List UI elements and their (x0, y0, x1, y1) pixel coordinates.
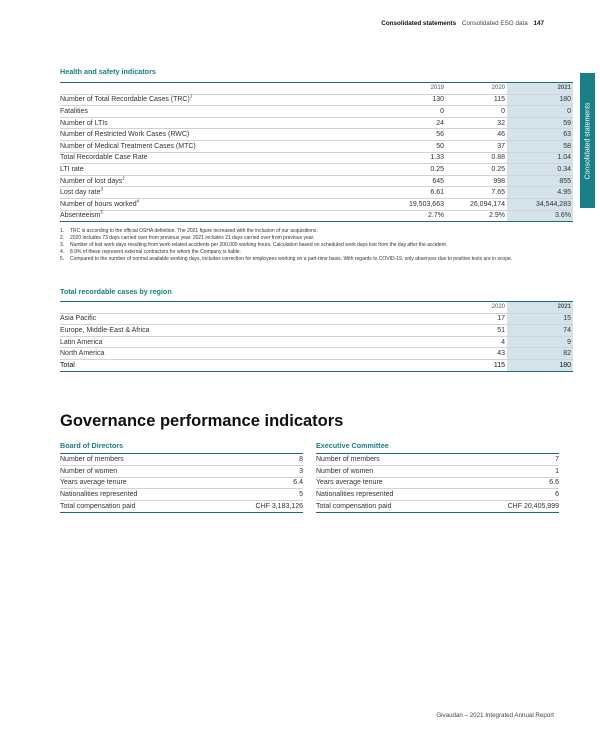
row-label: Number of Medical Treatment Cases (MTC) (60, 142, 196, 150)
cell-value: 0.25 (491, 165, 505, 173)
page-header (381, 20, 544, 27)
footnote-ref: 5 (100, 210, 103, 215)
cell-value: 115 (493, 361, 505, 369)
table-row (60, 187, 573, 199)
cell-value: 1.33 (430, 154, 444, 162)
page-number: 147 (533, 20, 544, 27)
cell-value: 6.6 (549, 479, 559, 487)
table-row (316, 489, 559, 501)
total-row (60, 359, 573, 371)
table-row (60, 313, 573, 325)
table-row (60, 94, 573, 106)
table-row (316, 477, 559, 489)
row-label: Years average tenure (60, 479, 127, 487)
row-label: Absenteeism (60, 212, 101, 220)
row-label: Latin America (60, 338, 103, 346)
footnote (60, 242, 560, 249)
table-row (60, 454, 303, 466)
column-header: 2021 (507, 83, 573, 95)
cell-value: 3.6% (507, 210, 573, 222)
cell-value: 4 (501, 338, 505, 346)
cell-value: 59 (507, 117, 573, 129)
table-row (60, 501, 303, 513)
table-row (60, 198, 573, 210)
cell-value: 4.95 (507, 187, 573, 199)
row-label: Total compensation paid (316, 503, 392, 511)
footnote-ref: 1 (189, 94, 193, 100)
region-title: Total recordable cases by region (60, 287, 172, 296)
cell-value: 855 (507, 175, 573, 187)
row-label: Number of Total Recordable Cases (TRC) (60, 96, 190, 104)
page-footer: Givaudan – 2021 Integrated Annual Report (436, 712, 554, 719)
table-row (316, 501, 559, 513)
health-safety-title: Health and safety indicators (60, 67, 156, 76)
row-label: Number of lost days (60, 177, 123, 185)
table-row (60, 175, 573, 187)
footnote-ref: 4 (136, 198, 140, 204)
cell-value: 63 (507, 129, 573, 141)
side-tab-consolidated-statements[interactable] (580, 73, 595, 208)
row-label: Number of Restricted Work Cases (RWC) (60, 131, 190, 139)
row-label: Number of women (316, 467, 374, 475)
table-row (60, 489, 303, 501)
cell-value: 115 (493, 96, 505, 104)
cell-value: 43 (497, 350, 505, 358)
row-label: Nationalities represented (316, 491, 394, 499)
cell-value: 51 (497, 326, 505, 334)
cell-value: 6.4 (293, 479, 303, 487)
cell-value: 1.04 (507, 152, 573, 164)
cell-value: 9 (507, 336, 573, 348)
table-row (60, 210, 573, 222)
cell-value: 8 (299, 455, 303, 463)
cell-value: 0 (440, 107, 444, 115)
footnotes (60, 228, 560, 263)
cell-value: 7 (555, 455, 559, 463)
footnote-number: 5. (60, 256, 65, 262)
footnote (60, 235, 560, 242)
table-row (60, 152, 573, 164)
row-label: LTI rate (60, 165, 84, 173)
row-label: North America (60, 350, 105, 358)
executive-table (316, 453, 559, 513)
cell-value: 50 (436, 142, 444, 150)
cell-value: 56 (436, 131, 444, 139)
side-tab-label: Consolidated statements (584, 101, 591, 180)
column-header: 2019 (430, 85, 444, 92)
column-header: 2020 (491, 304, 505, 311)
footnote-text: TRC is according to the official OSHA definition. The 2021 figure increased with the inclusion of our acquisitions. (70, 228, 318, 234)
cell-value: 3 (299, 467, 303, 475)
table-row (60, 140, 573, 152)
cell-value: 17 (497, 315, 505, 323)
table-row (60, 348, 573, 360)
cell-value: 19,503,663 (408, 200, 444, 208)
cell-value: 2.7% (428, 212, 444, 220)
cell-value: 998 (493, 177, 505, 185)
cell-value: 180 (507, 94, 573, 106)
cell-value: 0 (501, 107, 505, 115)
cell-value: 5 (299, 491, 303, 499)
table-row (60, 477, 303, 489)
row-label: Number of LTIs (60, 119, 108, 127)
row-label: Number of members (316, 455, 380, 463)
row-label: Total compensation paid (60, 503, 136, 511)
cell-value: 0.25 (430, 165, 444, 173)
executive-title: Executive Committee (316, 441, 389, 450)
footnote (60, 228, 560, 235)
region-table (60, 301, 573, 372)
cell-value: 34,544,283 (507, 198, 573, 210)
health-safety-table (60, 82, 573, 222)
cell-value: 2.9% (489, 212, 505, 220)
table-row (60, 106, 573, 118)
cell-value: 74 (507, 325, 573, 337)
row-label: Fatalities (60, 107, 89, 115)
table-header-row (60, 83, 573, 95)
footnote-number: 3. (60, 242, 65, 248)
footnote-ref: 2 (122, 175, 125, 181)
cell-value: 26,094,174 (469, 200, 505, 208)
row-label: Total (60, 361, 75, 369)
cell-value: 0.88 (491, 154, 505, 162)
cell-value: 0 (507, 106, 573, 118)
cell-value: CHF 20,405,999 (507, 503, 559, 511)
cell-value: 24 (436, 119, 444, 127)
table-row (60, 164, 573, 176)
cell-value: 1 (555, 467, 559, 475)
table-header-row (60, 302, 573, 314)
table-row (60, 325, 573, 337)
cell-value: 58 (507, 140, 573, 152)
board-title: Board of Directors (60, 441, 124, 450)
row-label: Lost day rate (60, 189, 101, 197)
row-label: Total Recordable Case Rate (60, 154, 148, 162)
table-row (316, 454, 559, 466)
row-label: Number of hours worked (60, 200, 137, 208)
column-header: 2021 (507, 302, 573, 314)
footnote-text: Number of lost work days resulting from work-related accidents per 200,000 working hours. Calculation based on scheduled work days lost from the day after the accident. (70, 242, 448, 248)
footnote (60, 249, 560, 256)
footnote-text: Compared to the number of normal available working days, includes correction for employees working on a part-time basis. With regards to COVID-19, only absences due to positive tests are in scope. (70, 256, 513, 262)
cell-value: 0.34 (507, 164, 573, 176)
table-row (60, 336, 573, 348)
footnote-number: 1. (60, 228, 65, 234)
cell-value: 6.61 (430, 189, 444, 197)
footnote-number: 2. (60, 235, 65, 241)
column-header: 2020 (491, 85, 505, 92)
header-subsection: Consolidated ESG data (461, 20, 528, 27)
governance-title: Governance performance indicators (60, 412, 344, 430)
row-label: Nationalities represented (60, 491, 138, 499)
cell-value: 645 (432, 177, 444, 185)
cell-value: 130 (432, 96, 444, 104)
table-row (316, 465, 559, 477)
table-row (60, 129, 573, 141)
cell-value: 46 (497, 131, 505, 139)
table-row (60, 117, 573, 129)
cell-value: 15 (507, 313, 573, 325)
footnote-text: 8.9% of these represent external contractors for whom the Company is liable. (70, 249, 241, 255)
cell-value: 7.65 (491, 189, 505, 197)
table-row (60, 465, 303, 477)
row-label: Years average tenure (316, 479, 383, 487)
footnote-text: 2020 includes 73 days carried over from previous year. 2021 includes 21 days carried over from previous year. (70, 235, 315, 241)
row-label: Europe, Middle-East & Africa (60, 326, 150, 334)
footnote-number: 4. (60, 249, 65, 255)
board-table (60, 453, 303, 513)
cell-value: 32 (497, 119, 505, 127)
row-label: Number of members (60, 455, 124, 463)
cell-value: 82 (507, 348, 573, 360)
cell-value: 6 (555, 491, 559, 499)
row-label: Asia Pacific (60, 315, 97, 323)
cell-value: 180 (507, 359, 573, 371)
cell-value: 37 (497, 142, 505, 150)
row-label: Number of women (60, 467, 118, 475)
header-section: Consolidated statements (381, 20, 457, 27)
footnote (60, 256, 560, 263)
cell-value: CHF 3,183,126 (255, 503, 303, 511)
footnote-ref: 3 (100, 186, 103, 192)
